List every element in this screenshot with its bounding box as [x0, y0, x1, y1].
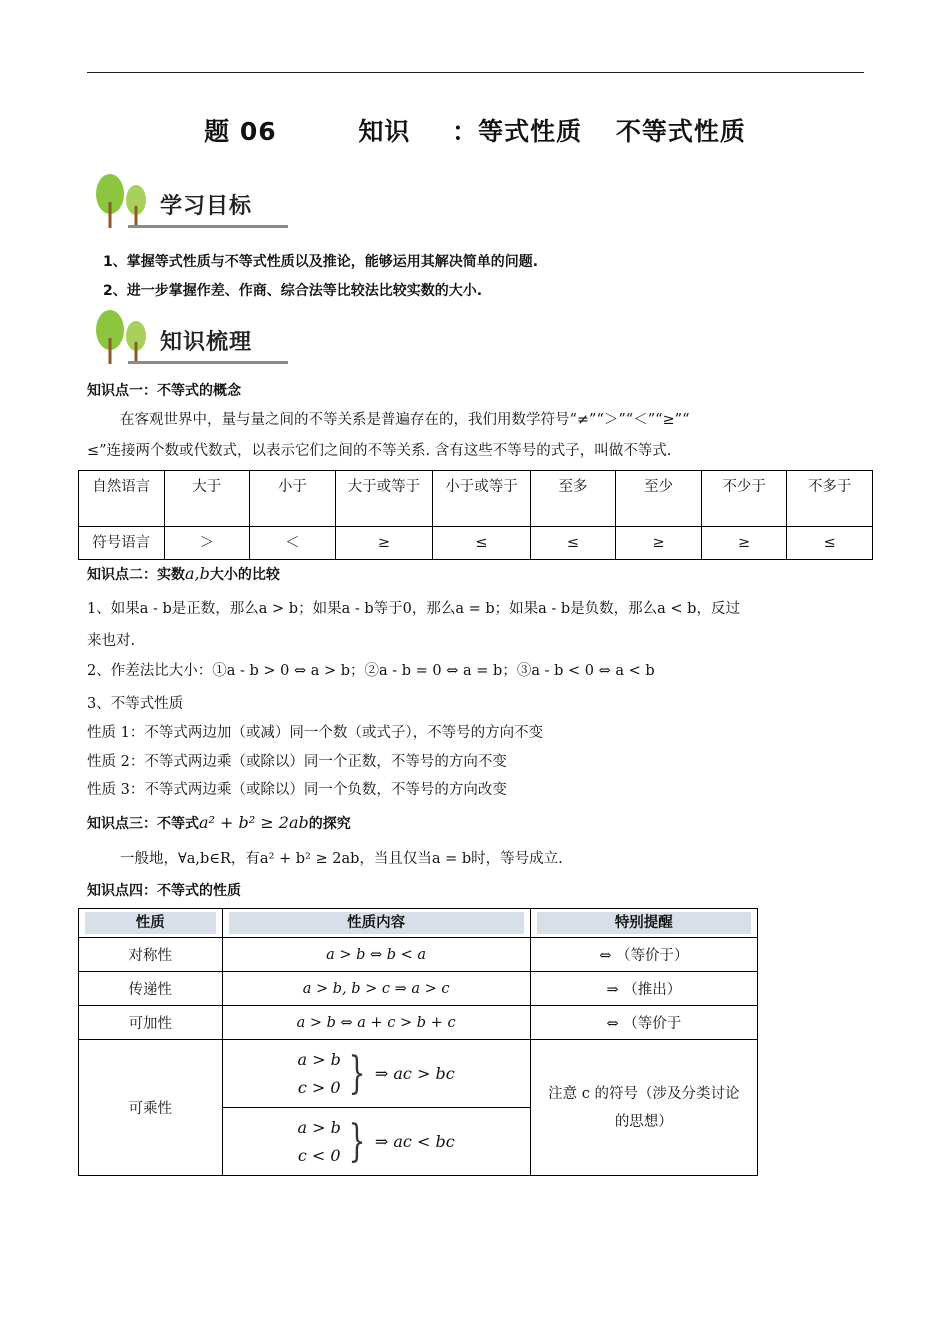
math-inline: a² + b² ≥ 2ab: [199, 813, 309, 832]
system-result: ⇒ ac > bc: [374, 1064, 455, 1083]
section-heading-4: 知识点四：不等式的性质: [87, 883, 241, 899]
property-name: 可乘性: [79, 1040, 223, 1176]
property-name: 可加性: [79, 1006, 223, 1040]
paragraph-line: 在客观世界中，量与量之间的不等关系是普遍存在的，我们用数学符号“≠”“＞”“＜”“≥”“: [120, 412, 690, 428]
table-cell: 大于: [164, 471, 250, 527]
math-inline: a,b: [185, 564, 210, 583]
paragraph-line: 1、如果a - b是正数，那么a > b；如果a - b等于0，那么a = b；如果a - b是负数，那么a < b，反过: [87, 601, 740, 617]
table-cell: ＜: [250, 527, 336, 560]
system-line: a > b: [297, 1117, 341, 1137]
table-header-row: [79, 909, 758, 938]
tree-icon: [92, 172, 156, 230]
table-row: [79, 1006, 758, 1040]
property-note: ⇔ （等价于）: [530, 938, 757, 972]
property-content: a > b, b > c ⇒ a > c: [222, 972, 530, 1006]
section-heading-2: [87, 564, 280, 585]
paragraph-line: ≤”连接两个数或代数式，以表示它们之间的不等关系. 含有这些不等号的式子，叫做不等式.: [87, 443, 672, 459]
system-line: c < 0: [297, 1145, 341, 1165]
banner-knowledge-review: [92, 308, 292, 370]
inequality-system: [298, 1114, 455, 1170]
property-content: a > b ⇔ a + c > b + c: [222, 1006, 530, 1040]
paragraph-line: 来也对.: [87, 633, 136, 649]
table-cell: 不多于: [787, 471, 873, 527]
table-cell: 符号语言: [79, 527, 165, 560]
table-cell: ≥: [335, 527, 433, 560]
inequality-system: [298, 1046, 455, 1102]
property-line: 性质 2：不等式两边乘（或除以）同一个正数，不等号的方向不变: [87, 754, 507, 770]
banner-underline: [128, 361, 288, 364]
table-cell: 小于: [250, 471, 336, 527]
table-row: [79, 527, 873, 560]
header-label: 性质: [85, 912, 216, 934]
property-note: ⇒ （推出）: [530, 972, 757, 1006]
banner-learning-goals: [92, 172, 292, 234]
paragraph-line: 一般地，∀a,b∈R，有a² + b² ≥ 2ab，当且仅当a = b时，等号成立.: [120, 851, 563, 867]
table-cell: 大于或等于: [335, 471, 433, 527]
table-cell: 小于或等于: [433, 471, 531, 527]
section-heading-3: [87, 813, 351, 834]
table-row: [79, 471, 873, 527]
property-name: 传递性: [79, 972, 223, 1006]
paragraph-line: 2、作差法比大小：①a - b > 0 ⇔ a > b；②a - b = 0 ⇔ a = b；③a - b < 0 ⇔ a < b: [87, 663, 655, 679]
title-part-4: 不等式性质: [615, 117, 746, 146]
heading-text: 大小的比较: [209, 567, 280, 583]
header-rule: [87, 72, 864, 73]
title-part-2: 知识: [358, 117, 411, 146]
section-heading-1: 知识点一：不等式的概念: [87, 383, 241, 399]
property-name: 对称性: [79, 938, 223, 972]
table-cell: ≤: [787, 527, 873, 560]
table-cell: ＞: [164, 527, 250, 560]
property-note: 注意 c 的符号（涉及分类讨论的思想）: [530, 1040, 757, 1176]
table-row: [79, 1040, 758, 1108]
system-line: a > b: [297, 1049, 341, 1069]
header-cell: [530, 909, 757, 938]
table-cell: ≥: [616, 527, 702, 560]
property-line: 性质 3：不等式两边乘（或除以）同一个负数，不等号的方向改变: [87, 782, 507, 798]
tree-icon: [92, 308, 156, 366]
brace-glyph: }: [348, 1047, 366, 1099]
heading-text: 知识点二：实数: [87, 567, 185, 583]
table-cell: 至少: [616, 471, 702, 527]
banner-label: 知识梳理: [160, 330, 253, 355]
goal-item-2: 2、进一步掌握作差、作商、综合法等比较法比较实数的大小.: [103, 283, 483, 299]
heading-text: 的探究: [308, 816, 351, 832]
property-table: [78, 908, 758, 1176]
property-line: 性质 1：不等式两边加（或减）同一个数（或式子），不等号的方向不变: [87, 725, 544, 741]
system-result: ⇒ ac < bc: [374, 1132, 455, 1151]
table-cell: ≤: [433, 527, 531, 560]
goal-item-1: 1、掌握等式性质与不等式性质以及推论，能够运用其解决简单的问题.: [103, 254, 539, 270]
property-content: [222, 1108, 530, 1176]
property-content: [222, 1040, 530, 1108]
table-cell: 至多: [530, 471, 616, 527]
brace-glyph: }: [348, 1115, 366, 1167]
symbol-table: [78, 470, 873, 560]
property-note: ⇔ （等价于: [530, 1006, 757, 1040]
table-cell: 自然语言: [79, 471, 165, 527]
header-cell: [79, 909, 223, 938]
heading-text: 知识点三：不等式: [87, 816, 199, 832]
table-cell: ≥: [701, 527, 787, 560]
title-part-3: ：等式性质: [452, 117, 583, 146]
system-line: c > 0: [297, 1077, 341, 1097]
page-title: [0, 112, 950, 148]
banner-underline: [128, 225, 288, 228]
paragraph-line: 3、不等式性质: [87, 696, 184, 712]
header-label: 特别提醒: [537, 912, 751, 934]
title-part-1: 题 06: [204, 117, 277, 146]
table-cell: 不少于: [701, 471, 787, 527]
table-cell: ≤: [530, 527, 616, 560]
table-row: [79, 972, 758, 1006]
table-row: [79, 938, 758, 972]
banner-label: 学习目标: [160, 194, 253, 219]
header-cell: [222, 909, 530, 938]
property-content: a > b ⇔ b < a: [222, 938, 530, 972]
header-label: 性质内容: [229, 912, 524, 934]
